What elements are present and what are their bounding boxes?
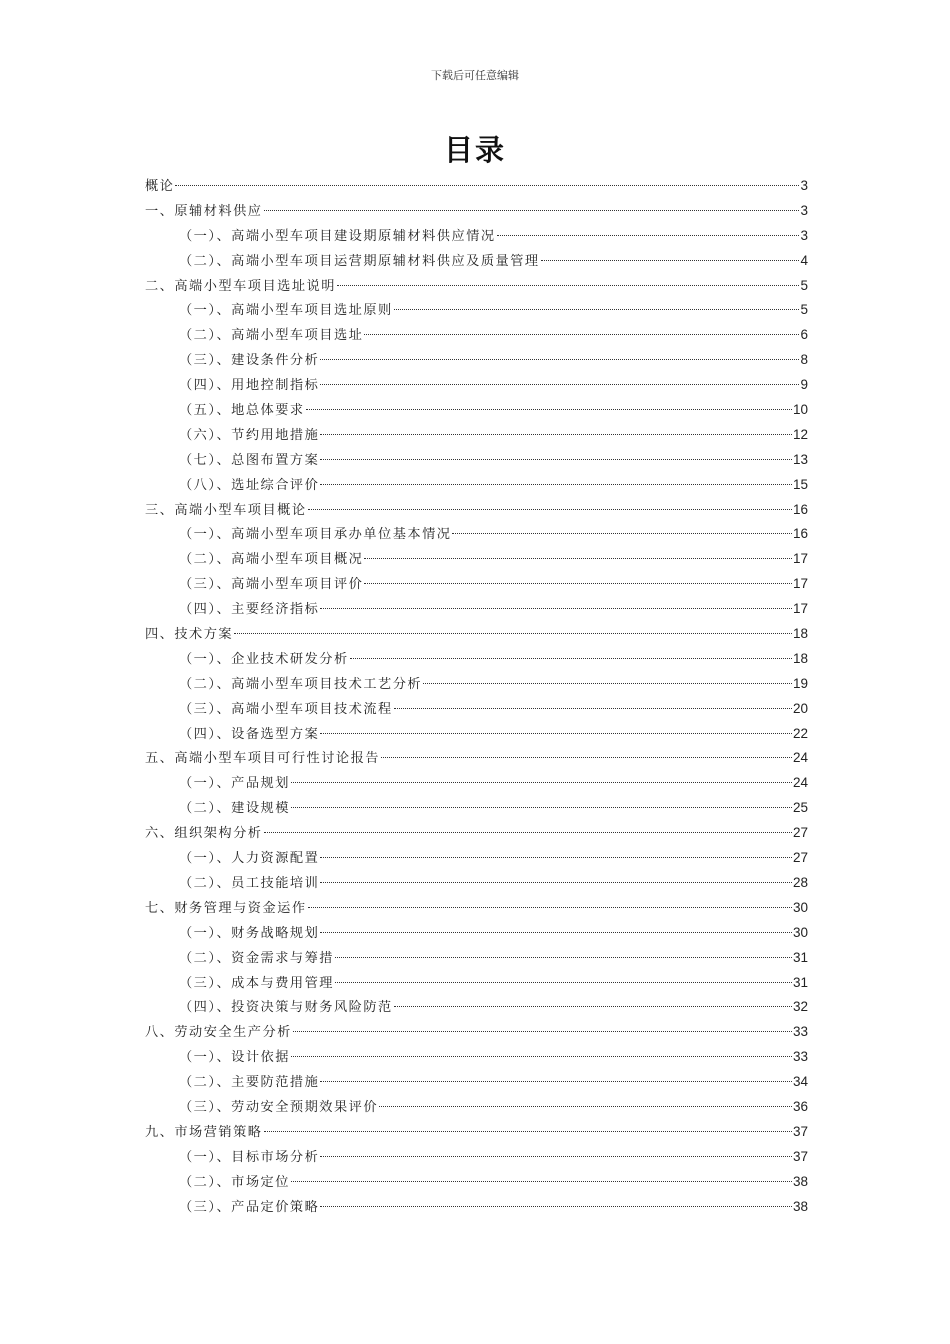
toc-entry-text: （一）、目标市场分析 [179,1149,320,1165]
toc-entry[interactable] [145,373,808,398]
toc-entry-page: 4 [800,252,808,268]
toc-entry-text: （七）、总图布置方案 [179,452,320,468]
toc-entry[interactable] [145,348,808,373]
toc-entry[interactable] [145,821,808,846]
toc-entry-page: 27 [792,850,808,866]
toc-entry-text: （二）、员工技能培训 [179,875,320,891]
toc-entry-page: 24 [792,750,808,766]
toc-entry-page: 3 [800,178,808,193]
toc-entry-page: 16 [792,526,808,542]
toc-entry[interactable] [145,1020,808,1045]
toc-entry-text: （三）、高端小型车项目技术流程 [179,701,393,717]
toc-entry-text: （一）、高端小型车项目选址原则 [179,303,393,319]
toc-entry-page: 17 [792,551,808,567]
toc-entry[interactable] [145,522,808,547]
toc-entry-page: 27 [792,825,808,841]
toc-entry[interactable] [145,1145,808,1170]
toc-entry-text: 概论 [145,179,175,194]
toc-entry-page: 38 [792,1198,808,1214]
toc-entry-text: （三）、劳动安全预期效果评价 [179,1099,379,1115]
toc-entry-text: （一）、人力资源配置 [179,851,320,867]
dot-leader [394,708,792,709]
toc-entry-page: 30 [792,924,808,940]
toc-entry-text: （二）、高端小型车项目概况 [179,552,364,568]
toc-entry-text: 三、高端小型车项目概论 [145,502,307,518]
dot-leader [320,733,792,734]
toc-entry[interactable] [145,971,808,996]
toc-entry[interactable] [145,722,808,747]
toc-entry-text: （一）、产品规划 [179,776,290,792]
dot-leader [364,334,799,335]
toc-entry-text: （五）、地总体要求 [179,403,305,419]
toc-entry-page: 13 [792,451,808,467]
toc-entry-text: （二）、市场定位 [179,1174,290,1190]
toc-entry-text: （一）、设计依据 [179,1050,290,1066]
toc-entry[interactable] [145,995,808,1020]
toc-entry-page: 15 [792,476,808,492]
toc-entry-text: （一）、财务战略规划 [179,925,320,941]
dot-leader [320,459,792,460]
dot-leader [320,932,792,933]
dot-leader [320,384,799,385]
toc-entry[interactable] [145,597,808,622]
toc-entry[interactable] [145,398,808,423]
toc-entry-text: （二）、建设规模 [179,801,290,817]
toc-entry[interactable] [145,1070,808,1095]
toc-entry-text: （一）、高端小型车项目承办单位基本情况 [179,527,452,543]
toc-entry[interactable] [145,547,808,572]
dot-leader [350,658,792,659]
toc-entry[interactable] [145,796,808,821]
toc-entry-page: 37 [792,1148,808,1164]
toc-entry[interactable] [145,298,808,323]
toc-entry-text: （二）、资金需求与筹措 [179,950,334,966]
dot-leader [320,484,792,485]
toc-entry-text: （三）、建设条件分析 [179,353,320,369]
toc-entry[interactable] [145,274,808,299]
toc-entry-text: 二、高端小型车项目选址说明 [145,278,336,294]
toc-entry-text: （二）、主要防范措施 [179,1075,320,1091]
dot-leader [320,1081,792,1082]
toc-entry-page: 30 [792,899,808,915]
toc-entry[interactable] [145,946,808,971]
toc-entry-page: 5 [800,277,808,293]
toc-entry-page: 22 [792,725,808,741]
toc-entry[interactable] [145,199,808,224]
toc-entry[interactable] [145,224,808,249]
toc-entry-text: 八、劳动安全生产分析 [145,1025,292,1041]
toc-entry-text: （四）、投资决策与财务风险防范 [179,1000,393,1016]
toc-entry-page: 18 [792,626,808,642]
header-note: 下载后可任意编辑 [431,69,519,82]
toc-entry[interactable] [145,448,808,473]
dot-leader [394,1006,792,1007]
toc-entry-page: 20 [792,700,808,716]
dot-leader [364,558,792,559]
toc-entry-text: （四）、设备选型方案 [179,726,320,742]
toc-entry-text: （八）、选址综合评价 [179,477,320,493]
toc-entry-text: 六、组织架构分析 [145,826,263,842]
toc-entry-page: 28 [792,874,808,890]
dot-leader [364,583,792,584]
toc-entry-text: 九、市场营销策略 [145,1124,263,1140]
toc-entry-page: 25 [792,800,808,816]
toc-entry[interactable] [145,771,808,796]
toc-entry-text: （二）、高端小型车项目选址 [179,328,364,344]
dot-leader [320,1156,792,1157]
toc-entry-page: 19 [792,675,808,691]
toc-entry-page: 10 [792,402,808,418]
toc-entry-page: 8 [800,352,808,368]
toc-entry-page: 31 [792,974,808,990]
dot-leader [306,409,792,410]
toc-entry-page: 33 [792,1049,808,1065]
toc-entry-page: 37 [792,1123,808,1139]
dot-leader [291,782,792,783]
toc-entry[interactable] [145,746,808,771]
dot-leader [308,509,792,510]
dot-leader [234,633,792,634]
toc-entry-page: 3 [800,227,808,243]
toc-entry-text: 七、财务管理与资金运作 [145,900,307,916]
toc-entry[interactable] [145,249,808,274]
dot-leader [320,882,792,883]
toc-entry-page: 31 [792,949,808,965]
toc-entry-text: （六）、节约用地措施 [179,427,320,443]
toc-entry-page: 17 [792,601,808,617]
toc-entry[interactable] [145,1170,808,1195]
toc-entry-text: （三）、产品定价策略 [179,1199,320,1215]
dot-leader [379,1106,792,1107]
toc-entry-page: 18 [792,650,808,666]
dot-leader [291,807,792,808]
toc-entry[interactable] [145,647,808,672]
toc-entry-text: 五、高端小型车项目可行性讨论报告 [145,751,380,767]
dot-leader [320,857,792,858]
toc-entry[interactable] [145,572,808,597]
dot-leader [452,533,792,534]
dot-leader [320,1206,792,1207]
toc-entry[interactable] [145,1195,808,1220]
toc-entry[interactable] [145,1045,808,1070]
dot-leader [394,309,800,310]
toc-entry-page: 32 [792,999,808,1015]
dot-leader [337,285,800,286]
toc-entry-page: 36 [792,1098,808,1114]
dot-leader [320,359,799,360]
toc-entry[interactable] [145,697,808,722]
toc-entry-page: 16 [792,501,808,517]
toc-entry[interactable] [145,323,808,348]
toc-entry-page: 38 [792,1173,808,1189]
toc-entry-page: 33 [792,1024,808,1040]
dot-leader [308,907,792,908]
dot-leader [381,757,792,758]
toc-entry[interactable] [145,174,808,199]
toc-entry-text: （三）、高端小型车项目评价 [179,577,364,593]
toc-entry[interactable] [145,1095,808,1120]
dot-leader [175,185,799,186]
toc-entry[interactable] [145,846,808,871]
toc-entry[interactable] [145,423,808,448]
toc-entry[interactable] [145,672,808,697]
toc-entry-page: 6 [800,327,808,343]
toc-entry-page: 9 [800,377,808,393]
toc-entry-text: （四）、用地控制指标 [179,378,320,394]
dot-leader [320,608,792,609]
toc-entry-text: （四）、主要经济指标 [179,602,320,618]
toc-entry[interactable] [145,896,808,921]
toc-entry-text: （一）、企业技术研发分析 [179,651,349,667]
toc-entry[interactable] [145,473,808,498]
dot-leader [423,683,792,684]
dot-leader [320,434,792,435]
toc-entry-page: 12 [792,426,808,442]
page-title: 目录 [443,133,506,167]
dot-leader [291,1181,792,1182]
dot-leader [291,1056,792,1057]
toc-entry-page: 3 [800,202,808,218]
toc-entry[interactable] [145,1120,808,1145]
toc-entry[interactable] [145,498,808,523]
toc-entry-text: （二）、高端小型车项目运营期原辅材料供应及质量管理 [179,253,540,269]
dot-leader [335,982,792,983]
toc-entry-page: 17 [792,576,808,592]
toc-entry-page: 24 [792,775,808,791]
table-of-contents [145,174,808,1219]
dot-leader [335,957,792,958]
dot-leader [497,235,800,236]
toc-entry-text: 四、技术方案 [145,627,234,643]
toc-entry-text: （三）、成本与费用管理 [179,975,334,991]
toc-entry-page: 34 [792,1074,808,1090]
dot-leader [541,260,800,261]
dot-leader [264,210,800,211]
toc-entry[interactable] [145,921,808,946]
toc-entry-text: （一）、高端小型车项目建设期原辅材料供应情况 [179,228,496,244]
dot-leader [264,832,792,833]
toc-entry[interactable] [145,622,808,647]
toc-entry-text: （二）、高端小型车项目技术工艺分析 [179,676,423,692]
dot-leader [264,1131,792,1132]
toc-entry[interactable] [145,871,808,896]
toc-entry-page: 5 [800,302,808,318]
dot-leader [293,1031,792,1032]
toc-entry-text: 一、原辅材料供应 [145,203,263,219]
